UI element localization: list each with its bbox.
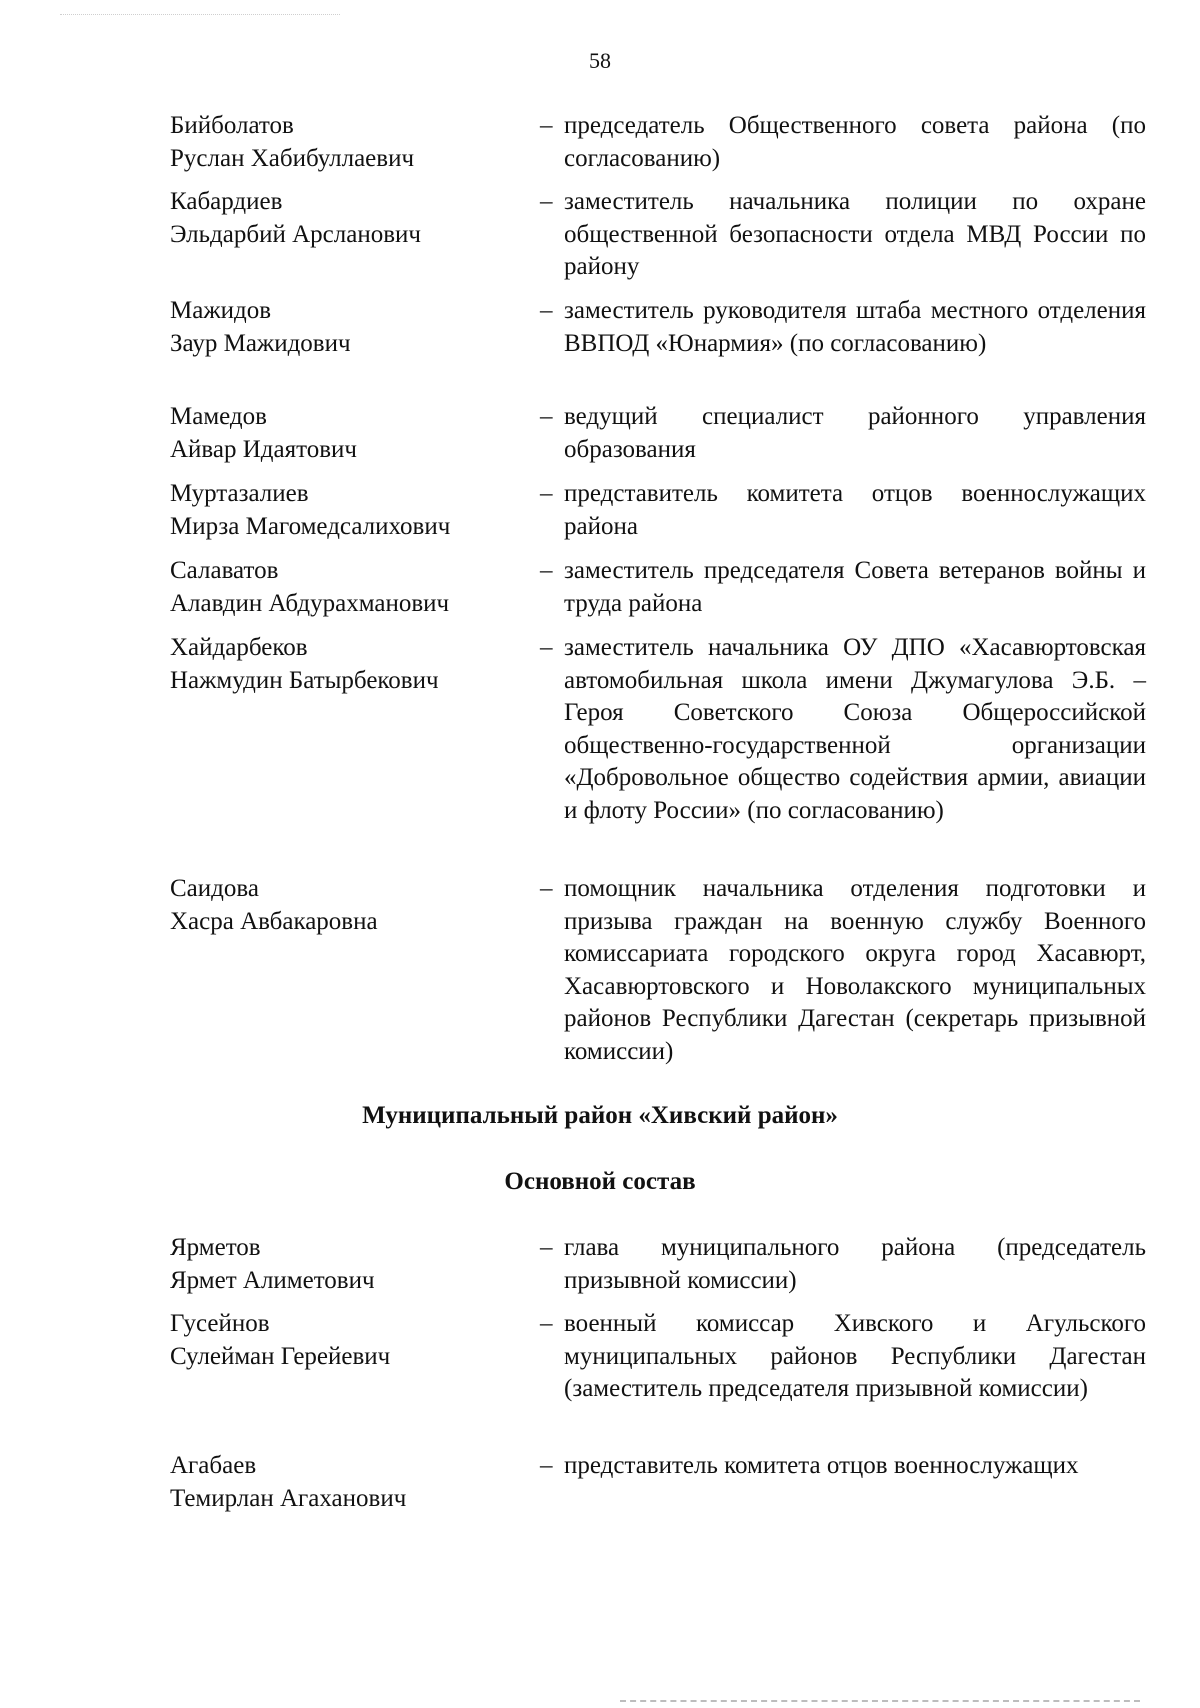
member-given-names: Мирза Магомедсалихович — [170, 512, 451, 540]
member-name — [170, 295, 530, 360]
member-surname: Кабардиев — [170, 188, 283, 215]
member-role-text: представитель комитета отцов военнослужащих — [564, 1452, 1079, 1479]
member-name — [170, 478, 530, 543]
dash-separator: – — [540, 1234, 553, 1261]
member-surname: Муртазалиев — [170, 480, 309, 507]
dash-separator: – — [540, 112, 553, 139]
member-surname: Хайдарбеков — [170, 634, 308, 661]
member-role-text: заместитель начальника ОУ ДПО «Хасавюртовская автомобильная школа имени Джумагулова Э.Б. – Героя Советского Союза Общероссийской общественно-государственной организации «Добровольное общество содействия армии, авиации и флоту России» (по согласованию) — [564, 634, 1146, 824]
member-name — [170, 401, 530, 466]
member-surname: Ярметов — [170, 1234, 261, 1261]
member-surname: Мажидов — [170, 297, 272, 324]
dash-separator: – — [540, 557, 553, 584]
page-number: 58 — [589, 48, 611, 73]
member-role — [540, 632, 1146, 827]
dash-separator: – — [540, 403, 553, 430]
member-name — [170, 1450, 530, 1515]
member-given-names: Хасра Авбакаровна — [170, 907, 378, 935]
member-surname: Бийболатов — [170, 112, 294, 139]
district-heading: Муниципальный район «Хивский район» — [362, 1102, 838, 1129]
member-given-names: Эльдарбий Арсланович — [170, 220, 421, 248]
dash-separator: – — [540, 1310, 553, 1337]
composition-heading: Основной состав — [504, 1168, 696, 1195]
scan-artifact-top — [60, 14, 340, 15]
member-role-text: заместитель начальника полиции по охране общественной безопасности отдела МВД России по району — [564, 188, 1146, 280]
member-role — [540, 401, 1146, 466]
member-given-names: Айвар Идаятович — [170, 435, 357, 463]
member-role — [540, 186, 1146, 284]
member-role-text: помощник начальника отделения подготовки и призыва граждан на военную службу Военного комиссариата городского округа город Хасавюрт, Хасавюртовского и Новолакского муниципальных районов Республики Дагестан (секретарь призывной комиссии) — [564, 875, 1146, 1065]
member-role-text: заместитель председателя Совета ветеранов войны и труда района — [564, 557, 1146, 617]
member-name — [170, 873, 530, 938]
member-name — [170, 1232, 530, 1297]
member-role — [540, 1450, 1146, 1483]
member-given-names: Нажмудин Батырбекович — [170, 666, 439, 694]
member-given-names: Сулейман Герейевич — [170, 1342, 391, 1370]
member-given-names: Алавдин Абдурахманович — [170, 589, 450, 617]
member-name — [170, 186, 530, 251]
member-role — [540, 295, 1146, 360]
member-name — [170, 632, 530, 697]
member-surname: Агабаев — [170, 1452, 257, 1479]
dash-separator: – — [540, 480, 553, 507]
member-role — [540, 478, 1146, 543]
member-role-text: военный комиссар Хивского и Агульского муниципальных районов Республики Дагестан (заместитель председателя призывной комиссии) — [564, 1310, 1146, 1402]
member-role — [540, 873, 1146, 1068]
member-given-names: Руслан Хабибуллаевич — [170, 144, 415, 172]
member-given-names: Темирлан Агаханович — [170, 1484, 407, 1512]
dash-separator: – — [540, 634, 553, 661]
scan-artifact-bottom — [620, 1700, 1140, 1702]
member-given-names: Ярмет Алиметович — [170, 1266, 375, 1294]
member-given-names: Заур Мажидович — [170, 329, 351, 357]
member-role — [540, 110, 1146, 175]
member-role-text: председатель Общественного совета района (по согласованию) — [564, 112, 1146, 172]
member-surname: Салаватов — [170, 557, 279, 584]
member-role — [540, 1308, 1146, 1406]
dash-separator: – — [540, 297, 553, 324]
member-role-text: представитель комитета отцов военнослужащих района — [564, 480, 1146, 540]
member-role — [540, 1232, 1146, 1297]
member-surname: Саидова — [170, 875, 259, 902]
member-role — [540, 555, 1146, 620]
member-role-text: ведущий специалист районного управления образования — [564, 403, 1146, 463]
dash-separator: – — [540, 875, 553, 902]
member-role-text: заместитель руководителя штаба местного отделения ВВПОД «Юнармия» (по согласованию) — [564, 297, 1146, 357]
dash-separator: – — [540, 1452, 553, 1479]
member-name — [170, 110, 530, 175]
member-surname: Гусейнов — [170, 1310, 270, 1337]
member-name — [170, 1308, 530, 1373]
dash-separator: – — [540, 188, 553, 215]
member-name — [170, 555, 530, 620]
member-surname: Мамедов — [170, 403, 267, 430]
member-role-text: глава муниципального района (председатель призывной комиссии) — [564, 1234, 1146, 1294]
